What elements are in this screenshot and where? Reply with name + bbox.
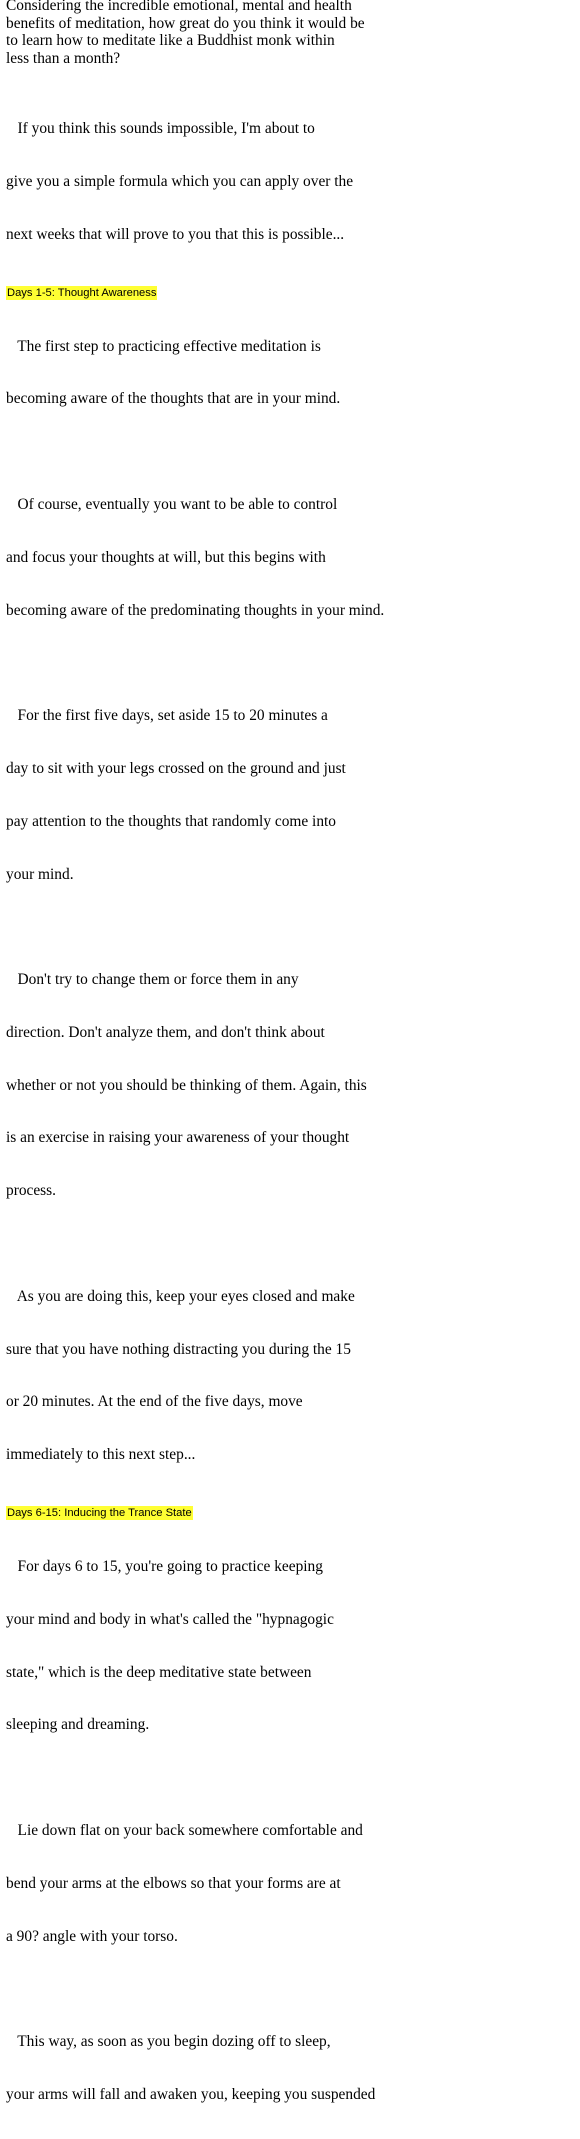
paragraph-hypnagogic [6, 1523, 576, 1769]
text-line: your arms will fall and awaken you, keeping you suspended [6, 2085, 376, 2103]
text-line: becoming aware of the predominating thoughts in your mind. [6, 601, 385, 619]
text-line: your mind and body in what's called the "hypnagogic [6, 1610, 334, 1628]
text-line: process. [6, 1182, 57, 1200]
text-line: immediately to this next step... [6, 1446, 196, 1464]
text-line: to learn how to meditate like a Buddhist monk within [6, 32, 335, 50]
text-line: For days 6 to 15, you're going to practice keeping [6, 1558, 323, 1576]
text-line: The first step to practicing effective meditation is [6, 337, 321, 355]
text-line: next weeks that will prove to you that this is possible... [6, 225, 345, 243]
text-line: sleeping and dreaming. [6, 1716, 150, 1734]
text-line: direction. Don't analyze them, and don't think about [6, 1023, 325, 1041]
text-line: state," which is the deep meditative state between [6, 1663, 312, 1681]
text-line: This way, as soon as you begin dozing off to sleep, [6, 2033, 331, 2051]
text-line: whether or not you should be thinking of them. Again, this [6, 1076, 367, 1094]
paragraph-lie-down [6, 1787, 576, 1981]
text-line: Considering the incredible emotional, mental and health [6, 0, 352, 14]
text-line: sure that you have nothing distracting you during the 15 [6, 1340, 351, 1358]
text-line: day to sit with your legs crossed on the ground and just [6, 759, 346, 777]
text-line: give you a simple formula which you can apply over the [6, 172, 354, 190]
paragraph-first-five-days [6, 672, 576, 918]
text-line: pay attention to the thoughts that randomly come into [6, 812, 336, 830]
text-line: a 90? angle with your torso. [6, 1927, 178, 1945]
text-line: or 20 minutes. At the end of the five days, move [6, 1393, 303, 1411]
text-line: Don't try to change them or force them in any [6, 971, 299, 989]
text-line: For the first five days, set aside 15 to 20 minutes a [6, 707, 328, 725]
section-heading-days-1-5: Days 1-5: Thought Awareness [7, 286, 157, 299]
paragraph-control [6, 461, 576, 655]
text-line: As you are doing this, keep your eyes closed and make [6, 1287, 355, 1305]
paragraph-eyes-closed [6, 1253, 576, 1499]
text-line: becoming aware of the thoughts that are in your mind. [6, 390, 341, 408]
text-line: If you think this sounds impossible, I'm about to [6, 120, 315, 138]
text-line: Lie down flat on your back somewhere comfortable and [6, 1821, 363, 1839]
paragraph-dozing [6, 1998, 576, 2139]
text-line: less than a month? [6, 49, 121, 67]
text-line: benefits of meditation, how great do you think it would be [6, 14, 365, 32]
section-heading-days-6-15: Days 6-15: Inducing the Trance State [7, 1506, 192, 1519]
text-line: and focus your thoughts at will, but this begins with [6, 548, 326, 566]
text-line: bend your arms at the elbows so that your forms are at [6, 1874, 341, 1892]
paragraph-formula [6, 85, 576, 279]
paragraph-first-step [6, 303, 576, 444]
text-line: is an exercise in raising your awareness of your thought [6, 1129, 350, 1147]
text-line: your mind. [6, 865, 74, 883]
text-line: Of course, eventually you want to be able to control [6, 496, 338, 514]
paragraph-dont-change [6, 936, 576, 1235]
document-page [6, 0, 576, 2139]
paragraph-intro [6, 0, 576, 67]
